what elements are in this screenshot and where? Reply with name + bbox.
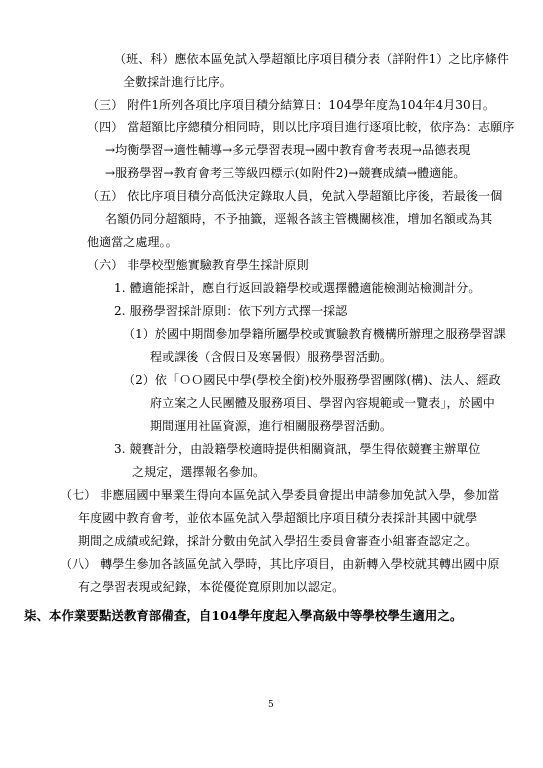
text-line: （三） 附件1所列各項比序項目積分結算日：104學年度為104年4月30日。	[87, 98, 495, 112]
page-number: 5	[268, 700, 274, 710]
text-line: （2）依「ＯＯ國民中學(學校全銜)校外服務學習團隊(構)、法人、經政	[123, 373, 501, 387]
text-line: 全數採計進行比序。	[123, 75, 232, 89]
text-line: （八） 轉學生參加各該區免試入學時，其比序項目，由新轉入學校就其轉出國中原	[60, 557, 500, 571]
section-heading: 柒、本作業要點送教育部備查，自104學年度起入學高級中等學校學生適用之。	[24, 608, 463, 623]
text-line: 3. 競賽計分，由設籍學校適時提供相關資訊，學生得依競賽主辦單位	[114, 442, 481, 456]
text-line: 年度國中教育會考，並依本區免試入學超額比序項目積分表採計其國中就學	[78, 511, 478, 525]
text-line: （四） 當超額比序總積分相同時，則以比序項目進行逐項比較，依序為：志願序	[87, 120, 515, 134]
text-line: 1. 體適能採計，應自行返回設籍學校或選擇體適能檢測站檢測計分。	[114, 281, 481, 295]
text-line: 有之學習表現或紀錄，本從優從寬原則加以認定。	[78, 580, 345, 594]
text-line: （班、科）應依本區免試入學超額比序項目積分表（詳附件1）之比序條件	[114, 52, 509, 66]
text-line: 程或課後（含假日及寒暑假）服務學習活動。	[150, 350, 393, 364]
text-line: （七） 非應屆國中畢業生得向本區免試入學委員會提出申請參加免試入學，參加當	[60, 488, 500, 502]
text-line: （1）於國中期間參加學籍所屬學校或實驗教育機構所辦理之服務學習課	[123, 327, 506, 341]
text-line: →均衡學習→適性輔導→多元學習表現→國中教育會考表現→品德表現	[105, 143, 471, 157]
text-line: 之規定，選擇報名參加。	[132, 465, 266, 479]
text-line: 期間運用社區資源，進行相關服務學習活動。	[150, 419, 393, 433]
text-line: 他適當之處理。。	[87, 235, 178, 249]
text-line: 期間之成績或紀錄，採計分數由免試入學招生委員會審查小組審查認定之。	[78, 534, 478, 548]
text-line: （五） 依比序項目積分高低決定錄取人員，免試入學超額比序後，若最後一個	[87, 189, 503, 203]
text-line: 府立案之人民團體及服務項目、學習內容規範或一覽表」，於國中	[150, 396, 495, 410]
text-line: 名額仍同分超額時，不予抽籤，逕報各該主管機關核准，增加名額或為其	[105, 212, 493, 226]
text-line: →服務學習→教育會考三等級四標示(如附件2)→競賽成績→體適能。	[105, 166, 466, 180]
text-line: 2. 服務學習採計原則：依下列方式擇一採認	[114, 304, 348, 318]
text-line: （六） 非學校型態實驗教育學生採計原則	[87, 258, 309, 272]
